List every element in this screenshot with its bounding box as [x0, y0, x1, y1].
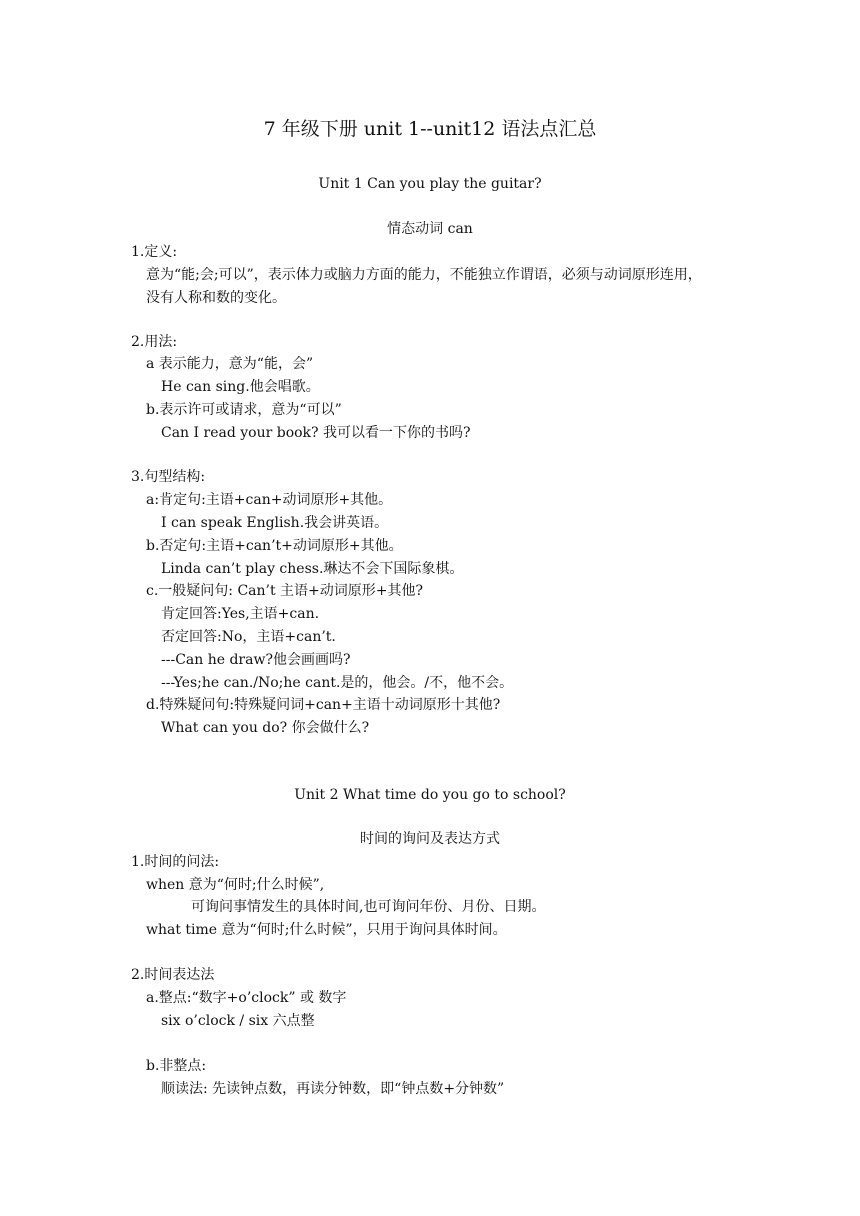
unit2-on-the-hour-example: six o’clock / six 六点整: [161, 1013, 315, 1029]
unit1-definition-label: 1.定义:: [131, 244, 178, 260]
unit1-structure-question: c.一般疑问句: Can’t 主语+动词原形+其他?: [146, 583, 424, 599]
unit2-when: when 意为“何时;什么时候”,: [146, 877, 325, 893]
unit1-usage-a: a 表示能力，意为“能，会”: [146, 356, 314, 372]
unit1-usage-label: 2.用法:: [131, 334, 178, 350]
unit1-structure-wh-question-example: What can you do? 你会做什么?: [161, 720, 370, 736]
unit2-not-on-the-hour: b.非整点:: [146, 1058, 207, 1074]
unit1-heading: Unit 1 Can you play the guitar?: [318, 176, 542, 192]
unit2-time-expression-label: 2.时间表达法: [131, 967, 215, 983]
unit1-structure-question-no: 否定回答:No，主语+can’t.: [161, 629, 336, 645]
unit1-topic: 情态动词 can: [387, 221, 473, 237]
unit1-usage-b-example: Can I read your book? 我可以看一下你的书吗?: [161, 425, 471, 441]
document-title: 7 年级下册 unit 1--unit12 语法点汇总: [263, 118, 597, 140]
unit1-structure-negative-example: Linda can’t play chess.琳达不会下国际象棋。: [161, 561, 464, 577]
unit1-structure-question-example-1: ---Can he draw?他会画画吗?: [161, 652, 351, 668]
unit1-structure-label: 3.句型结构:: [131, 469, 206, 485]
unit1-structure-question-yes: 肯定回答:Yes,主语+can.: [161, 606, 320, 622]
unit2-forward-reading-method: 顺读法: 先读钟点数，再读分钟数，即“钟点数+分钟数”: [161, 1081, 505, 1097]
unit1-definition-text-2: 没有人称和数的变化。: [146, 290, 286, 306]
unit1-definition-text-1: 意为“能;会;可以”，表示体力或脑力方面的能力，不能独立作谓语，必须与动词原形连用，: [146, 267, 702, 283]
unit1-usage-b: b.表示许可或请求，意为“可以”: [146, 402, 342, 418]
unit1-structure-question-example-2: ---Yes;he can./No;he cant.是的，他会。/不，他不会。: [161, 675, 514, 691]
unit2-what-time: what time 意为“何时;什么时候”，只用于询问具体时间。: [146, 922, 507, 938]
unit2-time-question-label: 1.时间的问法:: [131, 854, 220, 870]
unit1-structure-affirmative-example: I can speak English.我会讲英语。: [161, 515, 389, 531]
unit1-structure-wh-question: d.特殊疑问句:特殊疑问词+can+主语十动词原形十其他?: [146, 697, 501, 713]
unit1-structure-affirmative: a:肯定句:主语+can+动词原形+其他。: [146, 492, 393, 508]
unit1-structure-negative: b.否定句:主语+can’t+动词原形+其他。: [146, 538, 403, 554]
unit1-usage-a-example: He can sing.他会唱歌。: [161, 379, 320, 395]
unit2-heading: Unit 2 What time do you go to school?: [294, 787, 566, 803]
unit2-when-description: 可询问事情发生的具体时间,也可询问年份、月份、日期。: [191, 899, 546, 915]
unit2-topic: 时间的询问及表达方式: [360, 831, 500, 847]
unit2-on-the-hour: a.整点:“数字+o’clock” 或 数字: [146, 990, 347, 1006]
